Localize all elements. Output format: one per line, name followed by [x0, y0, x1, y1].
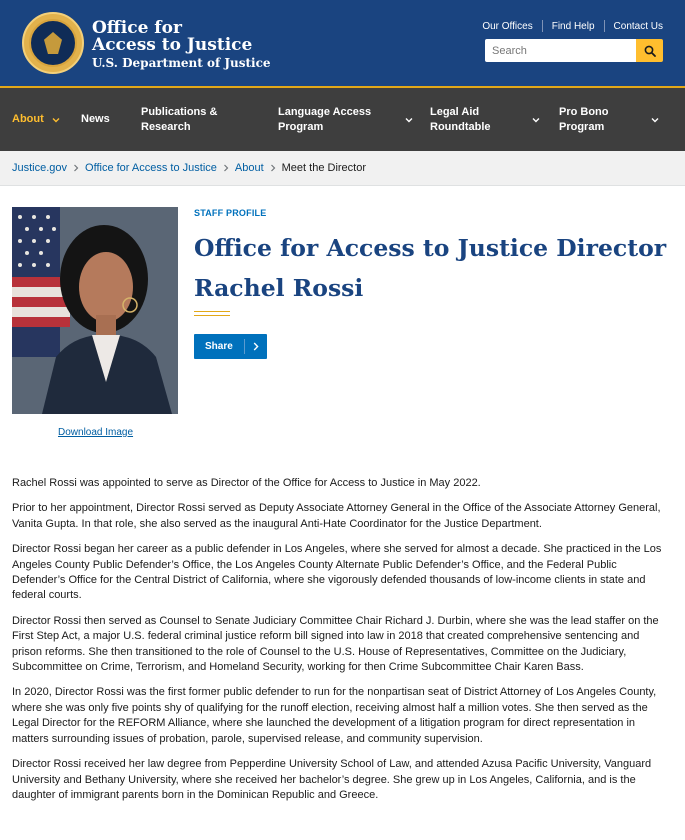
nav-label: Language Access Program — [278, 105, 372, 133]
site-header — [0, 0, 685, 86]
bio-paragraph: Director Rossi began her career as a public defender in Los Angeles, where she served for almost a decade. She practiced in the Los Angeles County Public Defender’s Office, the Los Angeles County Alternate Public Defender’s Office, and the Federal Public Defender’s Office for the Central District of California, where she vigorously defended thousands of low-income clients in state and federal courts. — [12, 543, 662, 602]
seal-inner — [29, 19, 77, 67]
title-rule — [194, 311, 230, 312]
site-title[interactable] — [92, 20, 271, 70]
chevron-right-icon — [270, 164, 276, 172]
main-nav — [0, 88, 685, 151]
nav-label: Legal Aid Roundtable — [430, 105, 491, 133]
nav-item-publications[interactable] — [141, 88, 251, 151]
chevron-down-icon — [532, 117, 540, 123]
our-offices-link[interactable]: Our Offices — [482, 20, 533, 32]
bio-paragraph: Director Rossi then served as Counsel to Senate Judiciary Committee Chair Richard J. Durbin, where she was the lead staffer on the First Step Act, a major U.S. federal criminal justice reform bill signed into law in 2018 that created comprehensive sentencing and prison reforms. She then transitioned to the role of Counsel to the U.S. House of Representatives, Committee on the Judiciary, Subcommittee on Crime, Terrorism, and Homeland Security, working for then Crime Subcommittee Chair Karen Bass. — [12, 614, 659, 674]
brand-line1: Office for — [92, 18, 182, 38]
breadcrumb-access-to-justice[interactable]: Office for Access to Justice — [85, 162, 217, 174]
nav-label: Publications & Research — [141, 105, 218, 133]
bio-paragraph: Prior to her appointment, Director Rossi served as Deputy Associate Attorney General in the Office of the Associate Attorney General, Vanita Gupta. In that role, she also served as the inaugural Anti-Hate Coordinator for the Justice Department. — [12, 502, 661, 530]
nav-item-news[interactable] — [81, 88, 110, 151]
chevron-right-icon — [223, 164, 229, 172]
breadcrumb-about[interactable]: About — [234, 162, 264, 174]
nav-label: Pro Bono Program — [559, 105, 609, 133]
search-icon — [644, 45, 656, 57]
bio-paragraph: Rachel Rossi was appointed to serve as Director of the Office for Access to Justice in May 2022. — [12, 477, 481, 489]
chevron-down-icon — [52, 117, 60, 123]
brand-line3: U.S. Department of Justice — [92, 56, 271, 70]
page-title: Office for Access to Justice Director Rachel Rossi — [194, 234, 667, 302]
nav-item-legal-aid[interactable] — [430, 88, 540, 151]
bio-paragraph: In 2020, Director Rossi was the first former public defender to run for the nonpartisan seat of District Attorney of Los Angeles County, where she was only five points shy of qualifying for the runoff election, receiving almost half a million votes. She then served as the Legal Director for the REFORM Alliance, where she launched the development of a litigation program for direct representation in matters surrounding issues of probation, parole, supervised release, and community supervision. — [12, 686, 657, 745]
search-input[interactable] — [485, 39, 636, 62]
doj-seal-logo[interactable] — [22, 12, 84, 74]
breadcrumb-justice-gov[interactable]: Justice.gov — [12, 162, 68, 174]
share-button[interactable] — [194, 334, 267, 359]
portrait-illustration — [12, 207, 178, 414]
breadcrumb-bar — [0, 151, 685, 186]
nav-item-language-access[interactable] — [278, 88, 413, 151]
staff-profile-eyebrow: STAFF PROFILE — [194, 208, 267, 218]
utility-links — [482, 20, 663, 32]
chevron-right-icon — [253, 342, 259, 351]
search-button[interactable] — [636, 39, 663, 62]
breadcrumb — [12, 162, 366, 174]
nav-label: About — [12, 113, 44, 125]
download-image-link[interactable]: Download Image — [58, 427, 134, 438]
chevron-down-icon — [405, 117, 413, 123]
share-label: Share — [205, 341, 233, 352]
director-portrait — [12, 207, 178, 414]
nav-item-about[interactable] — [12, 88, 60, 151]
bio-paragraph: Director Rossi received her law degree from Pepperdine University School of Law, and attended Azusa Pacific University, Vanguard University and Bethany University, where she received her bachelor’s degree. She grew up in Los Angeles, California, and is the daughter of immigrant parents born in the Dominican Republic and Greece. — [12, 758, 652, 801]
chevron-right-icon — [73, 164, 79, 172]
share-chevron — [245, 342, 267, 351]
title-rule — [194, 315, 230, 316]
bio-content — [12, 476, 672, 813]
divider — [604, 20, 605, 32]
search-form — [485, 39, 663, 62]
nav-item-pro-bono[interactable] — [559, 88, 659, 151]
divider — [542, 20, 543, 32]
brand-line2: Access to Justice — [92, 35, 253, 55]
find-help-link[interactable]: Find Help — [551, 20, 595, 32]
breadcrumb-current: Meet the Director — [281, 162, 367, 174]
nav-label: News — [81, 113, 110, 125]
chevron-down-icon — [651, 117, 659, 123]
eagle-icon — [44, 32, 62, 54]
contact-us-link[interactable]: Contact Us — [613, 20, 663, 32]
